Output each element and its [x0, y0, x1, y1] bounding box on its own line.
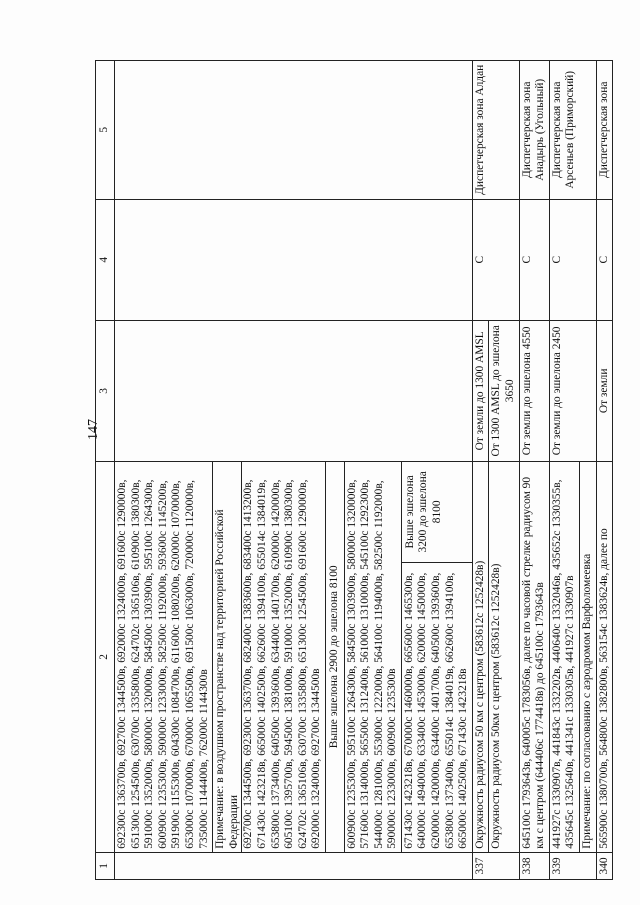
altitude-range: От земли	[596, 320, 613, 461]
boundary-coordinates: 692300с 1363700в, 692700с 1344500в, 692000с 1324000в, 691600с 1290000в, 651300с 1254500в, 630700с 1335800в, 624702с 1365106в, 610900с 1380300в, 591000с 1352000в, 580000с 1320000в, 584500с 1303900в, 595100с 1264300в, 600900с 1235300в, 590000с 1233000в, 582500с 1192000в, 593600с 1145200в, 591900с 1155300в, 604300с 1084700в, 611600с 1080200в, 620000с 1070000в, 653000с 1070000в, 670000с 1065500в, 691500с 1063000в, 720000с 1120000в, 735000с 1144400в, 762000с 1144300в	[115, 461, 213, 852]
col-header-1: 1	[96, 852, 115, 879]
header-row	[96, 61, 115, 880]
table-row	[596, 61, 613, 880]
boundary-coordinates: 600900с 1235300в, 595100с 1264300в, 584500с 1303900в, 580000с 1320000в, 571600с 1314000в, 565500с 1312400в, 561000с 1310000в, 545100с 1292300в, 544000с 1281000в, 553000с 1222000в, 564100с 1194000в, 582500с 1192000в, 590000с 1233000в, 600900с 1235300в	[344, 461, 401, 852]
altitude-range: От земли до 1300 AMSL	[472, 320, 489, 461]
altitude-subblock	[325, 461, 344, 852]
row-number: 340	[596, 852, 613, 879]
airspace-table	[95, 60, 613, 880]
note-rf-text: Примечание: в воздушном пространстве над территорией Российской Федерации	[214, 509, 240, 849]
table-row	[472, 61, 489, 880]
col-header-5: 5	[96, 61, 115, 200]
airspace-class: C	[519, 199, 549, 320]
page-number: 147	[86, 419, 101, 440]
control-zone-name: Диспетчерская зона	[596, 61, 613, 200]
control-zone-name: Диспетчерская зона Арсеньев (Приморский)	[549, 61, 596, 200]
row-number: 338	[519, 852, 549, 879]
boundary-description: Окружность радиусом 50км с центром (583612с 1252428в)	[489, 461, 519, 852]
altitude-range: От земли до эшелона 4550	[519, 320, 549, 461]
class-cell	[115, 199, 473, 320]
altitude-range: От земли до эшелона 2450	[549, 320, 596, 461]
row-number	[115, 852, 473, 879]
boundary-description: 565900с 1380700в, 564800с 1382800в, 563154с 1383624в, далее по	[596, 461, 613, 852]
col-header-2: 2	[96, 461, 115, 852]
altitude-value: Выше эшелона 2900 до эшелона 8100	[327, 565, 340, 749]
col-header-4: 4	[96, 199, 115, 320]
altitude-range: От 1300 AMSL до эшелона 3650	[489, 320, 519, 461]
airspace-class: C	[472, 199, 519, 320]
zone-cell	[115, 61, 473, 200]
airspace-class: C	[596, 199, 613, 320]
airspace-table-sheet	[95, 60, 610, 880]
control-zone-name: Диспетчерская зона Анадырь (Угольный)	[519, 61, 549, 200]
boundary-description: 645100с 1793643в, 640005с 1783056в, далее по часовой стрелке радиусом 90 км с центром (644406с 1774418в) до 645100с 1793643в	[519, 461, 549, 852]
sub-row	[241, 462, 324, 852]
note-text: Примечание: по согласованию с аэродромом Варфоломеевка	[580, 461, 597, 852]
control-zone-name: Диспетчерская зона Алдан	[472, 61, 519, 200]
table-row	[519, 61, 549, 880]
airspace-class: C	[549, 199, 596, 320]
boundary-and-altitude	[401, 461, 472, 852]
boundary-coordinates: 671430с 1423218в, 670000с 1460000в, 665600с 1465300в, 640000с 1494000в, 633400с 1453000в, 620000с 1450000в, 620000с 1420000в, 634400с 1401700в, 640500с 1393600в, 653800с 1373400в, 655014с 1384019в, 662600с 1394100в, 665000с 1402500в, 671430с 1423218в	[402, 572, 470, 849]
table-row	[115, 61, 213, 880]
col-header-3: 3	[96, 320, 115, 461]
row-number: 339	[549, 852, 596, 879]
boundary-description: Окружность радиусом 50 км с центром (583612с 1252428в)	[472, 461, 489, 852]
boundary-description: 441927с 1330907в, 441843с 1332202в, 440640с 1332046в, 435652с 1330355в, 435645с 1325640в, 441341с 1330305в, 441927с 1330907в	[549, 461, 579, 852]
altitude-cell	[115, 320, 473, 461]
table-row	[549, 61, 579, 880]
note-rf	[213, 461, 326, 852]
altitude-value: Выше эшелона 3200 до эшелона 8100	[402, 462, 472, 563]
boundary-coordinates: 692700с 1344500в, 692300с 1363700в, 682400с 1383600в, 683400с 1413200в, 671430с 1423218в, 665000с 1402500в, 662600с 1394100в, 655014с 1384019в, 653800с 1373400в, 640500с 1393600в, 634400с 1401700в, 620000с 1420000в, 605100с 1395700в, 594500с 1381000в, 591000с 1352000в, 610900с 1380300в, 624702с 1365106в, 630700с 1335800в, 651300с 1254500в, 691600с 1290000в, 692000с 1324000в, 692700с 1344500в	[242, 479, 323, 849]
row-number: 337	[472, 852, 519, 879]
